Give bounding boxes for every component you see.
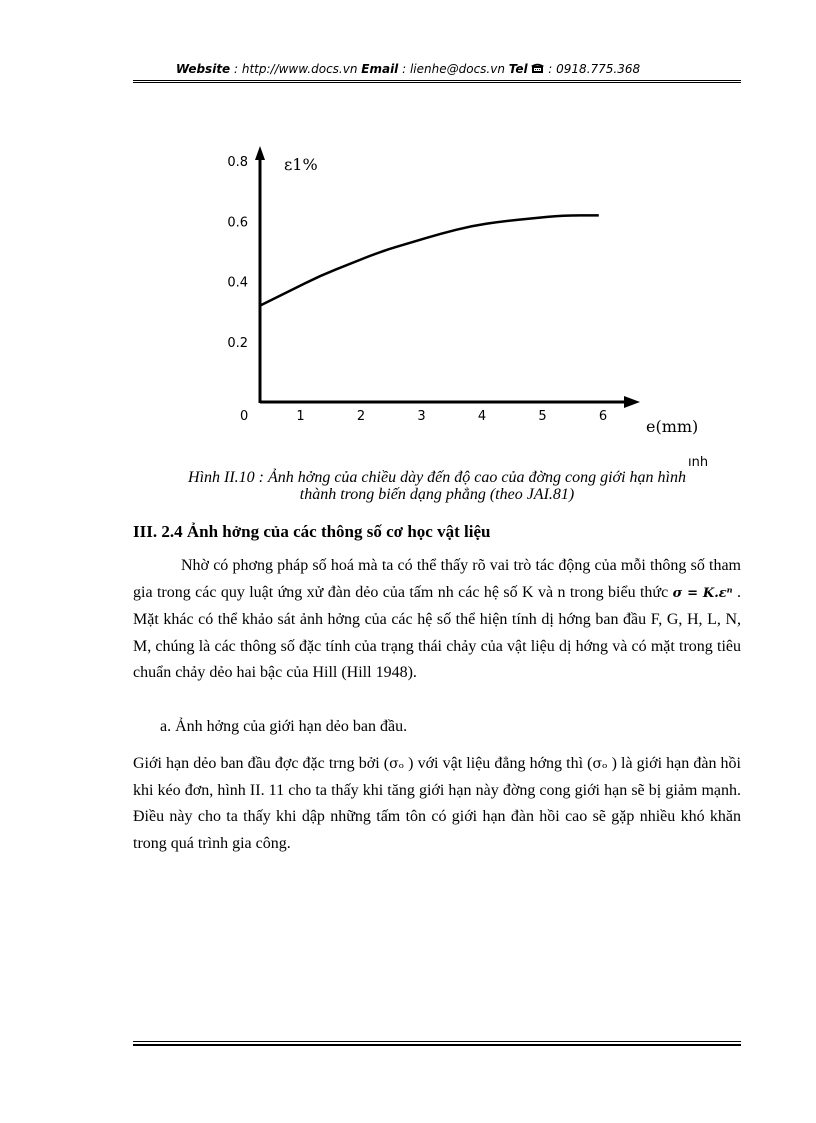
x-axis-label: e(mm) (646, 417, 699, 436)
origin-label: 0 (240, 409, 249, 424)
y-tick-label: 0.2 (227, 335, 248, 351)
x-axis-arrow (624, 396, 640, 408)
y-axis-arrow (255, 146, 265, 160)
tel-value: : 0918.775.368 (544, 62, 641, 76)
y-axis-label: ε1% (284, 155, 318, 174)
formula-sigma: σ = K.εⁿ (672, 585, 733, 601)
y-tick-labels (227, 155, 248, 351)
x-tick-label: 4 (477, 409, 487, 424)
stray-label: ınh (688, 455, 709, 470)
y-tick-label: 0.8 (227, 155, 248, 171)
x-tick-label: 3 (417, 409, 426, 424)
header-rule (133, 80, 741, 81)
sigma-symbol-2: σₒ (592, 756, 608, 772)
x-tick-labels (296, 409, 607, 424)
paragraph-1-text-b: . Mặt khác có thể khảo sát ảnh hởng của các hệ số thể hiện tính dị hớng ban đầu F, G, H, L, N, M, chúng là các thông số đặc tính của trạng thái chảy của vật liệu dị hớng và có mặt trong tiêu chuẩn chảy dẻo hai bậc của Hill (Hill 1948). (133, 583, 742, 681)
page-header (0, 62, 816, 76)
website-label: Website (175, 62, 231, 76)
x-tick-label: 2 (356, 409, 366, 424)
email-value: : lienhe@docs.vn (398, 62, 509, 76)
series-line (260, 215, 599, 305)
section-title: III. 2.4 Ảnh hởng của các thông số cơ học vật liệu (133, 522, 491, 541)
figure-caption (133, 469, 741, 503)
paragraph-2-part-2: ) với vật liệu đẳng hớng thì ( (404, 755, 593, 772)
email-label: Email (361, 62, 399, 76)
footer-rule-thick (133, 1044, 741, 1046)
paragraph-1-text-a: Nhờ có phơng pháp số hoá mà ta có thể thấy rõ vai trò tác động của mỗi thông số tham gia trong các quy luật ứng xử đàn dẻo của tấm nh các hệ số K và n trong biểu thức (133, 557, 741, 601)
x-tick-label: 5 (538, 409, 547, 424)
website-value: : http://www.docs.vn (230, 62, 362, 76)
paragraph-2 (133, 751, 741, 857)
sigma-symbol-1: σₒ (389, 756, 405, 772)
y-tick-label: 0.6 (227, 215, 248, 231)
list-item-a: a. Ảnh hởng của giới hạn dẻo ban đầu. (160, 718, 408, 735)
header-rule-double (133, 82, 741, 83)
paragraph-1 (133, 553, 741, 687)
caption-line-1: Hình II.10 : Ảnh hởng của chiều dày đến độ cao của đờng cong giới hạn hình (188, 469, 686, 486)
chart-svg (200, 140, 720, 470)
chart-thickness-vs-strain (200, 140, 720, 470)
caption-line-2: thành trong biến dạng phẳng (theo JAI.81) (299, 486, 575, 503)
x-tick-label: 1 (296, 409, 305, 424)
phone-icon (531, 63, 544, 74)
tel-label: Tel (508, 62, 528, 76)
footer-rule (133, 1041, 741, 1042)
y-tick-label: 0.4 (227, 275, 248, 291)
x-tick-label: 6 (598, 409, 608, 424)
paragraph-2-part-1: Giới hạn dẻo ban đầu đợc đặc trng bởi ( (133, 755, 390, 772)
paragraph-2-part-3: ) là giới hạn đàn hồi khi kéo đơn, hình II. 11 cho ta thấy khi tăng giới hạn này đờng cong giới hạn sẽ bị giảm mạnh. Điều này cho ta thấy khi dập những tấm tôn có giới hạn đàn hồi cao sẽ gặp nhiều khó khăn trong quá trình gia công. (133, 755, 741, 852)
